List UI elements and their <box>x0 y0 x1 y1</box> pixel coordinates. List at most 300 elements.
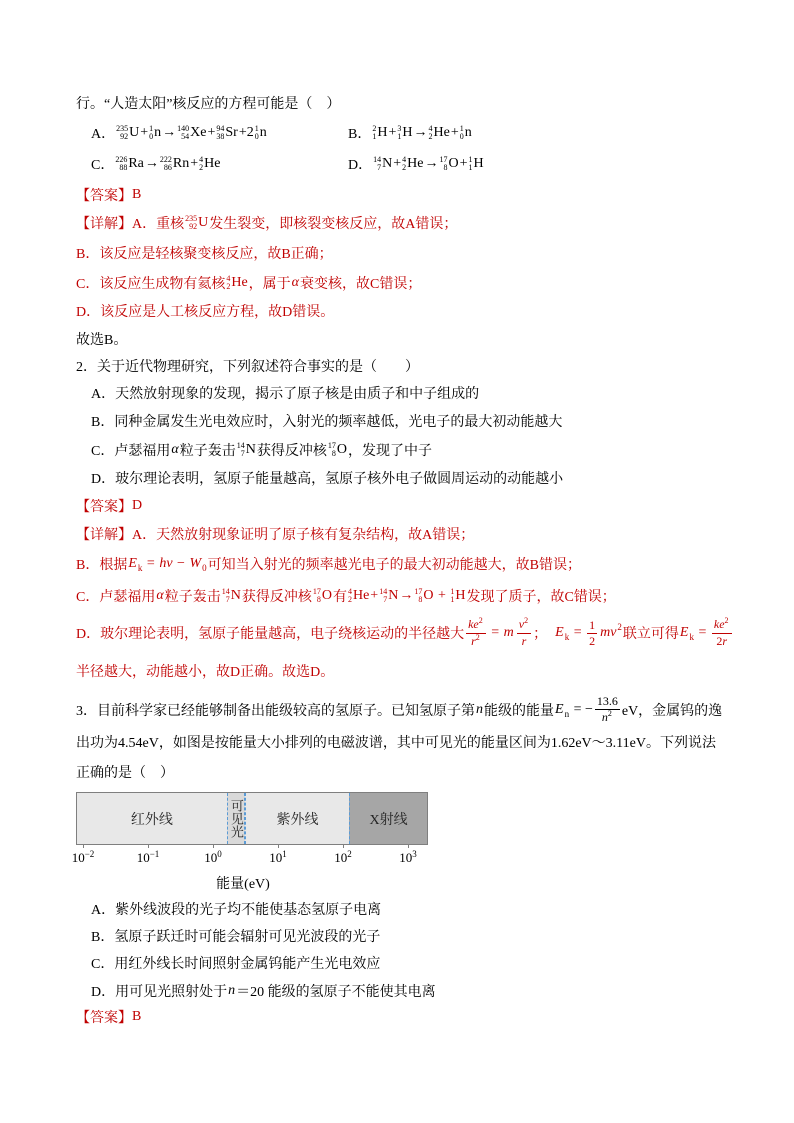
q2-option-d <box>91 468 563 488</box>
nuclide-mass-number: 4 <box>428 123 433 133</box>
nuclide <box>160 156 189 173</box>
q3-option-d <box>91 981 436 1001</box>
text-run: 故选B。 <box>76 333 128 348</box>
text-run: = <box>694 625 710 640</box>
q1-stem <box>76 93 340 113</box>
text-run: A．紫外线波段的光子均不能使基态氢原子电离 <box>91 903 382 918</box>
nuclide-atomic-number: 0 <box>254 132 259 141</box>
text-run: D．该反应是人工核反应方程，故D错误。 <box>76 305 335 320</box>
nuclide-numbers <box>313 588 321 605</box>
fraction-denominator <box>469 634 483 649</box>
nuclide <box>402 156 423 173</box>
math-variable: W <box>189 556 202 571</box>
math-variable: n <box>476 702 483 717</box>
text-run: 发现了质子，故C错误； <box>466 590 616 605</box>
nuclide <box>348 588 369 605</box>
nuclide-atomic-number: 7 <box>383 595 388 604</box>
nuclide-numbers <box>348 588 352 605</box>
nuclide-mass-number: 222 <box>159 154 172 164</box>
nuclide-symbol: N <box>230 588 241 603</box>
text-run: = <box>570 625 586 640</box>
q3-option-c <box>91 953 380 973</box>
nuclide-numbers <box>379 588 387 605</box>
nuclide <box>116 125 139 142</box>
fraction-numerator <box>466 615 486 634</box>
text-run: = <box>143 556 159 571</box>
nuclide-symbol: He <box>352 588 370 603</box>
tick-exponent: 0 <box>217 849 222 859</box>
answer-tag: 【答案】 <box>76 1011 132 1026</box>
tick-base: 10 <box>204 850 218 865</box>
text-run: + <box>140 125 149 140</box>
tick-base: 10 <box>269 850 283 865</box>
text-run: C． <box>91 158 115 173</box>
nuclide <box>255 125 267 142</box>
axis-label: 能量(eV) <box>216 877 270 892</box>
text-run: A． <box>91 127 116 142</box>
axis-tick-mark <box>278 844 279 848</box>
nuclide-mass-number: 4 <box>347 586 352 596</box>
text-run: B．氢原子跃迁时可能会辐射可见光波段的光子 <box>91 930 381 945</box>
band-label-xray: X射线 <box>369 812 408 828</box>
nuclide-atomic-number: 7 <box>240 449 245 458</box>
math-variable: α <box>291 275 300 290</box>
tick-exponent: 3 <box>412 849 417 859</box>
text-run: 粒子轰击 <box>179 444 236 459</box>
nuclide-atomic-number: 1 <box>372 132 377 141</box>
math-superscript: 2 <box>524 616 529 625</box>
nuclide-symbol: O <box>336 442 347 457</box>
nuclide-numbers <box>402 156 406 173</box>
q2-conclusion <box>76 661 334 681</box>
tick-exponent: −2 <box>84 849 95 859</box>
nuclide-symbol: H <box>377 125 388 140</box>
text-run: 2 <box>716 634 723 648</box>
text-run: + <box>207 125 216 140</box>
answer-value: B <box>132 187 142 202</box>
nuclide-numbers <box>429 125 433 142</box>
math-superscript: 2 <box>475 632 480 642</box>
text-run: + <box>459 156 468 171</box>
nuclide-mass-number: 14 <box>221 586 230 596</box>
text-run: C．卢瑟福用 <box>76 590 156 605</box>
text-run: 3．目前科学家已经能够制备出能级较高的氢原子。已知氢原子第 <box>76 704 475 719</box>
nuclide-symbol: He <box>204 156 221 171</box>
nuclide-mass-number: 14 <box>373 154 382 164</box>
nuclide-symbol: He <box>407 156 424 171</box>
nuclide-mass-number: 17 <box>439 154 448 164</box>
nuclide-mass-number: 1 <box>149 123 154 133</box>
nuclide-atomic-number: 92 <box>120 132 129 141</box>
math-variable: r <box>521 634 527 648</box>
nuclide-numbers <box>372 125 376 142</box>
fraction <box>595 695 620 725</box>
nuclide-numbers <box>115 156 127 173</box>
math-variable: ke <box>713 617 725 631</box>
math-variable: E <box>128 556 137 571</box>
text-run: → <box>144 156 159 171</box>
nuclide-mass-number: 4 <box>199 154 204 164</box>
text-run: + <box>190 156 199 171</box>
nuclide-mass-number: 226 <box>115 154 128 164</box>
nuclide <box>469 156 484 173</box>
fraction <box>587 619 597 648</box>
math-subscript: k <box>564 632 570 642</box>
text-run: ； <box>533 627 555 642</box>
text-run: D．玻尔理论表明，氢原子能量越高，氢原子核外电子做圆周运动的动能越小 <box>91 472 564 487</box>
nuclide-mass-number: 1 <box>459 123 464 133</box>
fraction-denominator <box>600 710 615 725</box>
nuclide <box>237 442 256 459</box>
nuclide-atomic-number: 1 <box>468 163 473 172</box>
nuclide-mass-number: 14 <box>236 440 245 450</box>
q1-option-c <box>91 154 221 174</box>
text-run: B． <box>348 127 372 142</box>
math-variable: m <box>503 625 514 640</box>
nuclide-atomic-number: 8 <box>331 449 336 458</box>
math-variable: E <box>555 625 564 640</box>
nuclide <box>199 156 220 173</box>
axis-tick-mark <box>83 844 84 848</box>
text-run: → <box>424 156 439 171</box>
nuclide-mass-number: 3 <box>397 123 402 133</box>
q2-option-c <box>91 440 432 460</box>
text-run: 【详解】A．天然放射现象证明了原子核有复杂结构，故A错误； <box>76 528 475 543</box>
text-run: 行。“人造太阳”核反应的方程可能是（ ） <box>76 97 341 112</box>
text-run: D．玻尔理论表明，氢原子能量越高，电子绕核运动的半径越大 <box>76 627 465 642</box>
text-run: 粒子轰击 <box>164 590 221 605</box>
nuclide-symbol: Xe <box>190 125 207 140</box>
text-run: → <box>162 125 177 140</box>
fraction <box>517 618 531 648</box>
nuclide-symbol: Sr <box>225 125 238 140</box>
nuclide <box>216 125 237 142</box>
nuclide <box>185 215 208 232</box>
tick-exponent: −1 <box>149 849 160 859</box>
text-run: 获得反冲核 <box>241 590 312 605</box>
nuclide <box>177 125 206 142</box>
nuclide-symbol: n <box>154 125 162 140</box>
nuclide-numbers <box>328 442 336 459</box>
answer-value: B <box>132 1009 142 1024</box>
nuclide-atomic-number: 8 <box>418 595 423 604</box>
text-run: + <box>370 588 379 603</box>
axis-tick-label <box>137 850 160 867</box>
nuclide-atomic-number: 2 <box>402 163 407 172</box>
text-run: 有 <box>332 590 347 605</box>
q2-explanation-b <box>76 554 581 574</box>
fraction-numerator <box>517 618 531 634</box>
axis-tick-label <box>399 850 417 867</box>
math-subscript: k <box>137 563 143 573</box>
nuclide-atomic-number: 54 <box>181 132 190 141</box>
text-run: 衰变核，故C错误； <box>300 277 422 292</box>
nuclide-numbers <box>160 156 172 173</box>
spectrum-bar <box>77 793 427 844</box>
em-spectrum-figure <box>71 793 427 893</box>
math-subscript: k <box>689 632 694 642</box>
nuclide-symbol: N <box>388 588 399 603</box>
nuclide <box>222 588 241 605</box>
math-variable: ke <box>468 616 479 631</box>
nuclide-atomic-number: 1 <box>397 132 402 141</box>
nuclide-mass-number: 4 <box>402 154 407 164</box>
axis-tick-mark <box>148 844 149 848</box>
q3-answer <box>76 1007 141 1027</box>
axis-tick-label <box>269 850 287 867</box>
tick-base: 10 <box>71 850 85 865</box>
nuclide-atomic-number: 0 <box>149 132 154 141</box>
math-superscript: 2 <box>617 622 622 632</box>
q1-option-a <box>91 123 268 143</box>
nuclide-symbol: U <box>198 215 209 230</box>
text-run: 正确的是（ ） <box>76 766 174 781</box>
band-ultraviolet <box>245 793 349 844</box>
axis-tick-mark <box>213 844 214 848</box>
math-subscript: n <box>564 709 570 719</box>
nuclide-numbers <box>469 156 473 173</box>
band-label-visible: 可见光 <box>228 799 244 838</box>
nuclide <box>379 588 398 605</box>
text-run: ，属于 <box>248 277 291 292</box>
math-variable: v <box>518 617 525 631</box>
nuclide-symbol: N <box>382 156 393 171</box>
q1-option-b <box>348 123 473 143</box>
q2-explanation-c <box>76 586 616 606</box>
text-run: + <box>450 125 459 140</box>
text-run: + <box>434 588 450 603</box>
math-variable: α <box>156 588 164 603</box>
nuclide <box>115 156 144 173</box>
math-variable: α <box>171 442 179 457</box>
nuclide-mass-number: 4 <box>226 273 231 283</box>
nuclide-numbers <box>414 588 422 605</box>
nuclide-mass-number: 1 <box>254 123 259 133</box>
nuclide <box>439 156 458 173</box>
nuclide-numbers <box>439 156 447 173</box>
q2-answer <box>76 496 142 516</box>
nuclide <box>450 588 465 605</box>
nuclide-numbers <box>460 125 464 142</box>
fraction <box>712 618 732 648</box>
text-run: 可知当入射光的频率越光电子的最大初动能越大，故B错误； <box>207 558 581 573</box>
band-visible <box>227 793 245 844</box>
text-run: 2．关于近代物理研究，下列叙述符合事实的是（ ） <box>76 360 419 375</box>
text-run: − <box>173 556 189 571</box>
nuclide <box>460 125 472 142</box>
text-run: 出功为4.54eV，如图是按能量大小排列的电磁波谱，其中可见光的能量区间为1.62eV～3.11eV。下列说法 <box>76 736 716 751</box>
nuclide-numbers <box>373 156 381 173</box>
nuclide-numbers <box>255 125 259 142</box>
q1-option-d <box>348 154 485 174</box>
tick-exponent: 1 <box>282 849 287 859</box>
q1-conclusion <box>76 329 127 349</box>
text-run: 能级的能量 <box>484 704 554 719</box>
axis-tick-mark <box>408 844 409 848</box>
nuclide-numbers <box>177 125 189 142</box>
nuclide-mass-number: 1 <box>468 154 473 164</box>
nuclide-numbers <box>216 125 224 142</box>
text-run: C．用红外线长时间照射金属钨能产生光电效应 <box>91 957 381 972</box>
nuclide <box>372 125 387 142</box>
nuclide-symbol: H <box>455 588 466 603</box>
nuclide-atomic-number: 8 <box>316 595 321 604</box>
text-run: C．该反应生成物有氦核 <box>76 277 226 292</box>
tick-base: 10 <box>334 850 348 865</box>
text-run: D．用可见光照射处于 <box>91 985 228 1000</box>
q1-explanation-a <box>76 213 457 233</box>
text-run: + <box>388 125 397 140</box>
nuclide-atomic-number: 2 <box>428 132 433 141</box>
math-variable: hν <box>159 556 173 571</box>
q3-option-b <box>91 926 380 946</box>
nuclide-atomic-number: 8 <box>443 163 448 172</box>
tick-base: 10 <box>399 850 413 865</box>
nuclide-mass-number: 17 <box>414 586 423 596</box>
q2-option-a <box>91 383 479 403</box>
nuclide-numbers <box>397 125 401 142</box>
q2-explanation-d <box>76 615 734 648</box>
text-run: 获得反冲核 <box>256 444 327 459</box>
math-superscript: 2 <box>724 616 729 625</box>
fraction-numerator <box>595 695 620 710</box>
nuclide-numbers <box>185 215 197 232</box>
nuclide-numbers <box>222 588 230 605</box>
nuclide-atomic-number: 2 <box>199 163 204 172</box>
text-run: → <box>413 125 428 140</box>
nuclide-mass-number: 14 <box>379 586 388 596</box>
math-variable: E <box>679 625 689 640</box>
text-run: eV，金属钨的逸 <box>621 704 723 719</box>
nuclide-mass-number: 235 <box>116 123 129 133</box>
math-superscript: 2 <box>607 709 612 718</box>
nuclide <box>328 442 347 459</box>
text-run: B．根据 <box>76 558 128 573</box>
nuclide <box>149 125 161 142</box>
axis-tick-mark <box>343 844 344 848</box>
text-run: ，发现了中子 <box>347 444 432 459</box>
nuclide-symbol: He <box>231 275 248 290</box>
nuclide-symbol: He <box>433 125 450 140</box>
nuclide-mass-number: 235 <box>185 213 198 223</box>
nuclide-atomic-number: 1 <box>450 595 455 604</box>
nuclide-symbol: H <box>402 125 413 140</box>
band-infrared <box>77 793 227 844</box>
q3-stem-line-2 <box>76 732 716 752</box>
axis-tick-label <box>204 850 222 867</box>
axis-tick-label <box>72 850 95 867</box>
nuclide-numbers <box>116 125 128 142</box>
band-label-infrared: 红外线 <box>130 812 173 828</box>
math-variable: E <box>555 702 564 717</box>
nuclide-mass-number: 17 <box>312 586 321 596</box>
nuclide-mass-number: 2 <box>372 123 377 133</box>
text-run: C．卢瑟福用 <box>91 444 171 459</box>
math-variable: mv <box>600 625 617 640</box>
fraction <box>466 615 486 649</box>
text-run: ＝20 能级的氢原子不能使其电离 <box>236 985 436 1000</box>
nuclide-mass-number: 140 <box>177 123 190 133</box>
tick-exponent: 2 <box>347 849 352 859</box>
nuclide-numbers <box>237 442 245 459</box>
answer-tag: 【答案】 <box>76 500 132 515</box>
nuclide-symbol: O <box>448 156 459 171</box>
text-run: A．天然放射现象的发现，揭示了原子核是由质子和中子组成的 <box>91 387 480 402</box>
nuclide-numbers <box>450 588 454 605</box>
tick-base: 10 <box>136 850 150 865</box>
nuclide <box>397 125 412 142</box>
nuclide-atomic-number: 2 <box>347 595 352 604</box>
nuclide-symbol: N <box>245 442 256 457</box>
text-run: + <box>393 156 402 171</box>
math-variable: n <box>228 983 236 998</box>
q3-option-a <box>91 899 381 919</box>
nuclide-atomic-number: 7 <box>377 163 382 172</box>
text-run: = − <box>570 702 593 717</box>
nuclide-symbol: n <box>259 125 267 140</box>
q3-stem-line-3 <box>76 762 174 782</box>
q1-explanation-d <box>76 301 334 321</box>
math-subscript: 0 <box>202 563 207 573</box>
text-run: 联立可得 <box>622 627 679 642</box>
q1-explanation-c <box>76 273 421 293</box>
text-run: 发生裂变，即核裂变核反应，故A错误； <box>209 217 458 232</box>
fraction-numerator <box>712 618 732 634</box>
text-run: 1 <box>589 617 596 632</box>
nuclide-numbers <box>149 125 153 142</box>
nuclide-symbol: O <box>423 588 434 603</box>
nuclide-mass-number: 94 <box>216 123 225 133</box>
nuclide-atomic-number: 88 <box>119 163 128 172</box>
text-run: 半径越大，动能越小，故D正确。故选D。 <box>76 665 335 680</box>
nuclide-atomic-number: 86 <box>163 163 172 172</box>
text-run: B．同种金属发生光电效应时，入射光的频率越低，光电子的最大初动能越大 <box>91 415 563 430</box>
text-run: = <box>487 625 503 640</box>
math-superscript: 2 <box>478 615 483 625</box>
nuclide-numbers <box>199 156 203 173</box>
text-run: → <box>399 588 414 603</box>
fraction-numerator <box>587 619 597 634</box>
nuclide-atomic-number: 38 <box>216 132 225 141</box>
math-variable: n <box>601 710 608 724</box>
text-run: D． <box>348 158 373 173</box>
nuclide-symbol: Rn <box>172 156 190 171</box>
text-run: B．该反应是轻核聚变核反应，故B正确； <box>76 247 333 262</box>
q2-option-b <box>91 411 562 431</box>
text-run: 13.6 <box>596 694 618 708</box>
q1-explanation-b <box>76 243 333 263</box>
nuclide-mass-number: 1 <box>450 586 455 596</box>
nuclide-symbol: H <box>473 156 484 171</box>
math-variable: r <box>471 633 476 648</box>
nuclide-symbol: U <box>129 125 140 140</box>
math-variable: r <box>722 634 728 648</box>
nuclide-atomic-number: 0 <box>459 132 464 141</box>
q2-stem <box>76 356 419 376</box>
nuclide-atomic-number: 2 <box>226 282 231 291</box>
fraction-denominator <box>714 634 729 648</box>
nuclide-symbol: O <box>321 588 332 603</box>
q3-stem-line-1 <box>76 694 723 724</box>
nuclide <box>429 125 450 142</box>
q1-answer <box>76 185 141 205</box>
nuclide <box>313 588 332 605</box>
nuclide <box>226 275 247 292</box>
nuclide-atomic-number: 7 <box>225 595 230 604</box>
nuclide <box>414 588 433 605</box>
nuclide-atomic-number: 92 <box>189 222 198 231</box>
text-run: +2 <box>238 125 254 140</box>
